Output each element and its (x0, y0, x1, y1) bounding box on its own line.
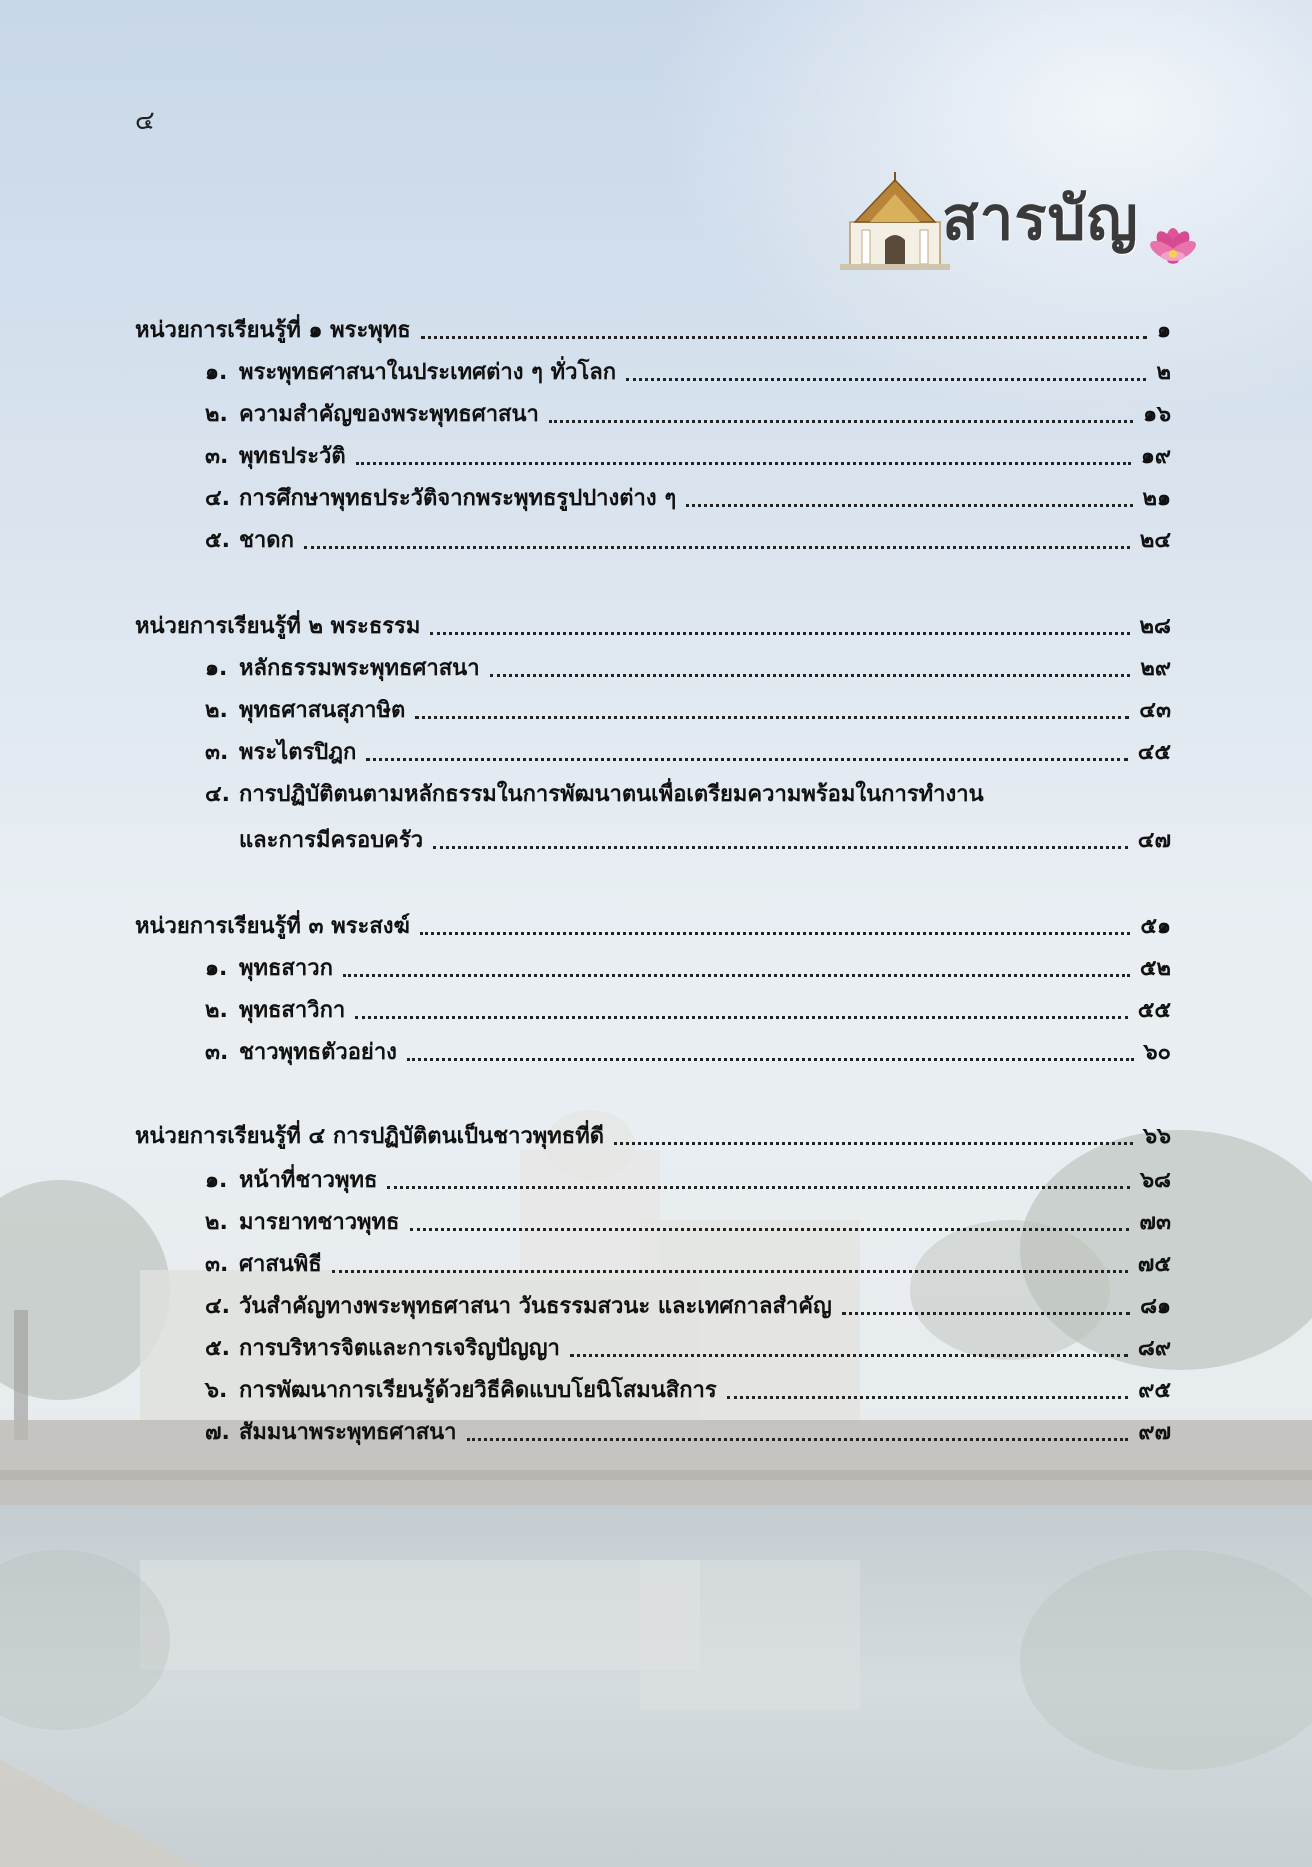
dot-leader (421, 336, 1147, 339)
dot-leader (410, 1228, 1130, 1231)
toc-item[interactable] (205, 482, 1171, 516)
toc-item[interactable] (205, 1290, 1171, 1324)
toc-page-number: ๖๘ (1140, 1168, 1171, 1193)
dot-leader (387, 1186, 1130, 1189)
toc-item-number: ๕. (205, 1336, 231, 1361)
toc-page-number: ๕๑ (1140, 914, 1171, 939)
toc-item-label: การศึกษาพุทธประวัติจากพระพุทธรูปปางต่าง ๆ (239, 486, 677, 511)
toc-item-number: ๑. (205, 956, 228, 981)
toc-item-label: พุทธสาวิกา (239, 998, 346, 1023)
toc-item-number: ๔. (205, 782, 231, 807)
toc-item-number: ๖. (205, 1378, 228, 1403)
toc-item-number: ๔. (205, 486, 231, 511)
dot-leader (420, 932, 1131, 935)
dot-leader (842, 1312, 1130, 1315)
toc-page-number: ๑๙ (1140, 444, 1171, 469)
toc-page-number: ๒๘ (1139, 614, 1171, 639)
lotus-icon (1142, 216, 1204, 266)
toc-item-label: การพัฒนาการเรียนรู้ด้วยวิธีคิดแบบโยนิโสมนสิการ (239, 1378, 717, 1403)
toc-page-number: ๒ (1156, 360, 1171, 385)
toc-item[interactable] (205, 1164, 1171, 1198)
toc-item-label: ศาสนพิธี (239, 1252, 322, 1277)
toc-page-number: ๕๒ (1139, 956, 1171, 981)
toc-item-continuation[interactable] (205, 824, 1171, 858)
toc-page-number: ๘๙ (1137, 1336, 1171, 1361)
toc-item-number: ๓. (205, 1252, 229, 1277)
toc-page-number: ๔๗ (1137, 828, 1171, 853)
page-number: ๔ (135, 106, 155, 136)
toc-item-label: สัมมนาพระพุทธศาสนา (239, 1420, 457, 1445)
toc-item[interactable] (205, 652, 1171, 686)
toc-page-number: ๑๖ (1143, 402, 1171, 427)
toc-unit-3[interactable] (135, 910, 1171, 944)
toc-item[interactable] (205, 1416, 1171, 1450)
toc-page-number: ๖๐ (1143, 1040, 1171, 1065)
toc-item-number: ๓. (205, 740, 229, 765)
toc-page-number: ๗๕ (1137, 1252, 1171, 1277)
toc-item[interactable] (205, 994, 1171, 1028)
temple-icon (840, 172, 950, 272)
toc-item[interactable] (205, 736, 1171, 770)
toc-item[interactable] (205, 694, 1171, 728)
dot-leader (727, 1396, 1129, 1399)
dot-leader (343, 974, 1130, 977)
toc-unit-4[interactable] (135, 1120, 1171, 1154)
toc-page-number: ๙๗ (1138, 1420, 1171, 1445)
toc-item-label: การปฏิบัติตนตามหลักธรรมในการพัฒนาตนเพื่อเตรียมความพร้อมในการทำงาน (239, 782, 984, 807)
toc-title: สารบัญ (942, 184, 1139, 254)
toc-item-number: ๓. (205, 444, 229, 469)
dot-leader (356, 462, 1131, 465)
toc-page-number: ๒๙ (1140, 656, 1171, 681)
toc-item-label: พุทธศาสนสุภาษิต (239, 698, 406, 723)
toc-item[interactable] (205, 1248, 1171, 1282)
dot-leader (366, 758, 1127, 761)
toc-item[interactable] (205, 1036, 1171, 1070)
toc-item-label: พระไตรปิฎก (239, 740, 357, 765)
toc-unit-label: หน่วยการเรียนรู้ที่ ๒ พระธรรม (135, 614, 421, 639)
dot-leader (415, 716, 1129, 719)
toc-item[interactable] (205, 524, 1171, 558)
toc-item[interactable] (205, 440, 1171, 474)
toc-item-label: การบริหารจิตและการเจริญปัญญา (239, 1336, 560, 1361)
toc-unit-label: หน่วยการเรียนรู้ที่ ๓ พระสงฆ์ (135, 914, 410, 939)
toc-page-number: ๘๑ (1140, 1294, 1171, 1319)
toc-item-label: ชาดก (239, 528, 294, 553)
toc-title-banner (840, 172, 1220, 282)
toc-page-number: ๔๓ (1139, 698, 1171, 723)
dot-leader (614, 1142, 1133, 1145)
dot-leader (407, 1058, 1134, 1061)
toc-page-number: ๒๑ (1142, 486, 1171, 511)
toc-item[interactable] (205, 398, 1171, 432)
toc-unit-1[interactable] (135, 314, 1171, 348)
toc-item-label: พุทธประวัติ (239, 444, 346, 469)
dot-leader (570, 1354, 1128, 1357)
toc-item-label: พระพุทธศาสนาในประเทศต่าง ๆ ทั่วโลก (239, 360, 617, 385)
toc-item[interactable] (205, 1374, 1171, 1408)
toc-page-number: ๗๓ (1139, 1210, 1171, 1235)
toc-item-label: พุทธสาวก (239, 956, 333, 981)
dot-leader (332, 1270, 1128, 1273)
toc-item-number: ๔. (205, 1294, 231, 1319)
toc-page-number: ๒๔ (1139, 528, 1171, 553)
toc-item-label: ชาวพุทธตัวอย่าง (239, 1040, 397, 1065)
toc-item-number: ๓. (205, 1040, 229, 1065)
toc-item-number: ๗. (205, 1420, 230, 1445)
toc-unit-2[interactable] (135, 610, 1171, 644)
toc-item-label: และการมีครอบครัว (239, 828, 424, 853)
toc-item-number: ๑. (205, 1168, 228, 1193)
toc-page-number: ๖๖ (1143, 1124, 1171, 1149)
dot-leader (549, 420, 1133, 423)
toc-item-label: วันสำคัญทางพระพุทธศาสนา วันธรรมสวนะ และเทศกาลสำคัญ (239, 1294, 832, 1319)
toc-item-number: ๒. (205, 998, 228, 1023)
toc-item-label: หลักธรรมพระพุทธศาสนา (239, 656, 480, 681)
dot-leader (304, 546, 1130, 549)
toc-item-number: ๒. (205, 698, 228, 723)
dot-leader (686, 504, 1132, 507)
toc-item-number: ๒. (205, 1210, 228, 1235)
dot-leader (430, 632, 1129, 635)
toc-item[interactable] (205, 1206, 1171, 1240)
toc-unit-label: หน่วยการเรียนรู้ที่ ๔ การปฏิบัติตนเป็นชาวพุทธที่ดี (135, 1124, 605, 1149)
toc-item-label: หน้าที่ชาวพุทธ (239, 1168, 378, 1193)
toc-page-number: ๔๕ (1137, 740, 1171, 765)
toc-item-label: ความสำคัญของพระพุทธศาสนา (239, 402, 539, 427)
dot-leader (490, 674, 1131, 677)
dot-leader (467, 1438, 1129, 1441)
toc-item[interactable] (205, 778, 1171, 812)
toc-item[interactable] (205, 952, 1171, 986)
toc-item[interactable] (205, 356, 1171, 390)
toc-item-number: ๑. (205, 656, 228, 681)
toc-item-number: ๕. (205, 528, 231, 553)
toc-unit-label: หน่วยการเรียนรู้ที่ ๑ พระพุทธ (135, 318, 411, 343)
toc-page-number: ๑ (1157, 318, 1171, 343)
dot-leader (355, 1016, 1127, 1019)
toc-item-number: ๒. (205, 402, 228, 427)
dot-leader (433, 846, 1128, 849)
dot-leader (626, 378, 1146, 381)
toc-page-number: ๙๕ (1138, 1378, 1171, 1403)
toc-item[interactable] (205, 1332, 1171, 1366)
toc-page-number: ๕๕ (1137, 998, 1171, 1023)
toc-item-label: มารยาทชาวพุทธ (239, 1210, 400, 1235)
toc-item-number: ๑. (205, 360, 228, 385)
